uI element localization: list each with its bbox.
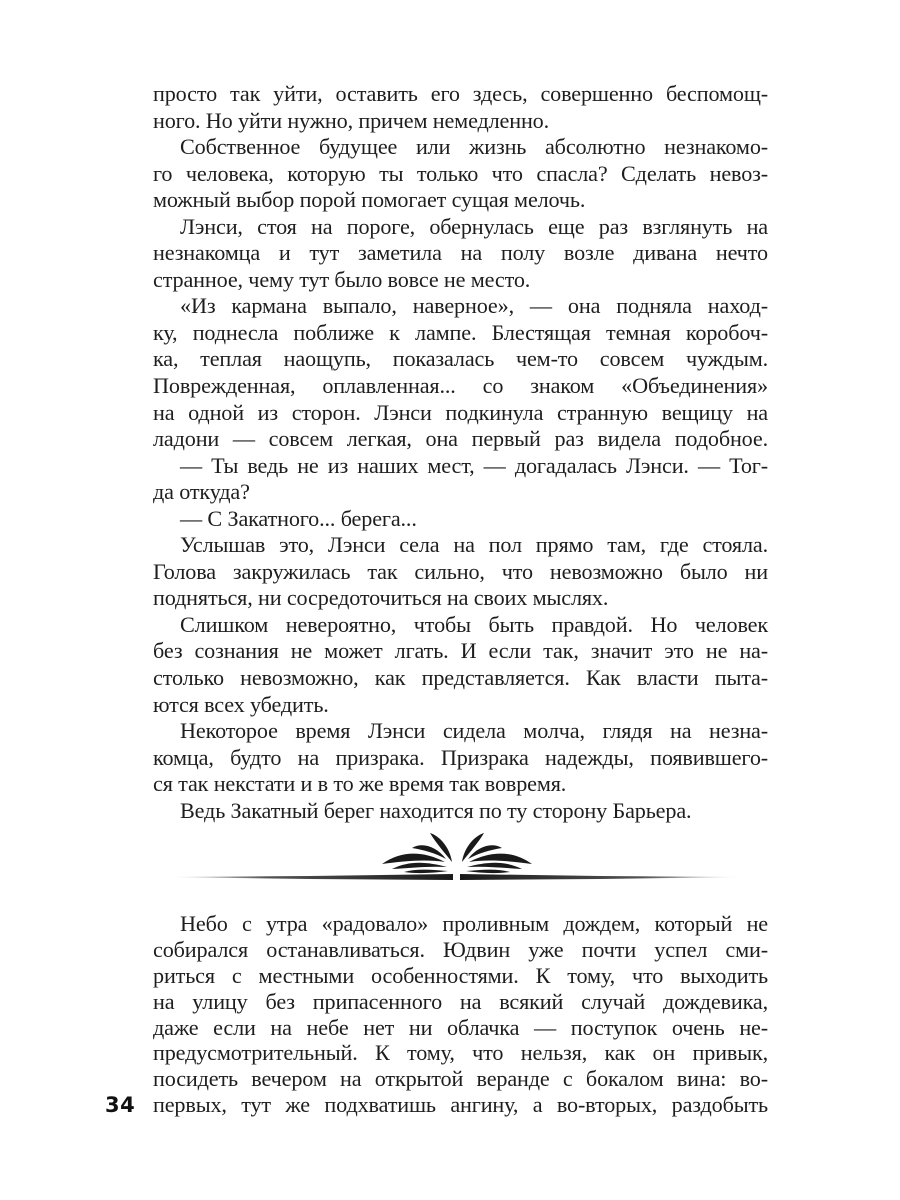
text-line: да откуда?	[153, 479, 250, 505]
text-line: Собственное будущее или жизнь абсолютно незнакомо-	[180, 134, 768, 160]
text-line: ся так некстати и в то же время так вовремя.	[153, 771, 567, 797]
text-line: — Ты ведь не из наших мест, — догадалась Лэнси. — Тог-	[180, 452, 768, 478]
text-line: ются всех убедить.	[153, 691, 329, 717]
text-line: на улицу без припасенного на всякий случай дождевика,	[153, 988, 768, 1014]
text-line: можный выбор порой помогает сущая мелочь.	[153, 187, 586, 213]
text-line: незнакомца и тут заметила на полу возле дивана нечто	[153, 240, 768, 266]
text-line: даже если на небе нет ни облачка — поступок очень не-	[153, 1014, 768, 1040]
divider-line-left	[167, 874, 453, 880]
text-line: ка, теплая наощупь, показалась чем-то совсем чуждым.	[153, 346, 768, 372]
text-line: ного. Но уйти нужно, причем немедленно.	[153, 107, 550, 133]
leaf-fleuron-divider-icon	[160, 826, 750, 888]
text-line: Голова закружилась так сильно, что невозможно было ни	[153, 558, 768, 584]
text-line: ку, поднесла поближе к лампе. Блестящая темная коробоч-	[153, 319, 768, 345]
text-line: без сознания не может лгать. И если так, значит это не на-	[153, 638, 768, 664]
page-number: 34	[105, 1093, 136, 1117]
text-line: Небо с утра «радовало» проливным дождем, который не	[180, 911, 768, 936]
text-line: столько невозможно, как представляется. Как власти пыта-	[153, 665, 768, 691]
divider-line-right	[460, 874, 742, 880]
text-line: на одной из сторон. Лэнси подкинула странную вещицу на	[153, 399, 768, 425]
text-section-2	[153, 911, 768, 1118]
text-line: го человека, которую ты только что спасла? Сделать невоз-	[153, 160, 768, 186]
text-line: собирался останавливаться. Юдвин уже почти успел сми-	[153, 936, 768, 962]
text-line: подняться, ни сосредоточиться на своих мыслях.	[153, 585, 609, 611]
leaf-left	[382, 833, 452, 873]
text-line: предусмотрительный. К тому, что нельзя, как он привык,	[153, 1040, 768, 1066]
text-line: Лэнси, стоя на пороге, обернулась еще раз взглянуть на	[180, 213, 768, 239]
text-line: посидеть вечером на открытой веранде с бокалом вина: во-	[153, 1066, 768, 1092]
text-line: Ведь Закатный берег находится по ту сторону Барьера.	[180, 797, 692, 823]
text-line: Услышав это, Лэнси села на пол прямо там, где стояла.	[180, 532, 768, 558]
text-line: Поврежденная, оплавленная... со знаком «Объединения»	[153, 373, 768, 399]
text-line: комца, будто на призрака. Призрака надежды, появившего-	[153, 744, 768, 770]
text-section-1	[153, 81, 768, 824]
text-line: просто так уйти, оставить его здесь, совершенно беспомощ-	[153, 81, 768, 106]
text-line: странное, чему тут было вовсе не место.	[153, 266, 531, 292]
text-line: ладони — совсем легкая, она первый раз видела подобное.	[153, 426, 768, 452]
text-line: риться с местными особенностями. К тому, что выходить	[153, 962, 768, 988]
text-line: Слишком невероятно, чтобы быть правдой. Но человек	[180, 611, 768, 637]
text-line: первых, тут же подхватишь ангину, а во-вторых, раздобыть	[153, 1092, 768, 1118]
text-line: — С Закатного... берега...	[180, 505, 417, 531]
leaf-right	[462, 833, 532, 873]
text-line: «Из кармана выпало, наверное», — она подняла наход-	[180, 293, 768, 319]
text-line: Некоторое время Лэнси сидела молча, глядя на незна-	[180, 718, 768, 744]
